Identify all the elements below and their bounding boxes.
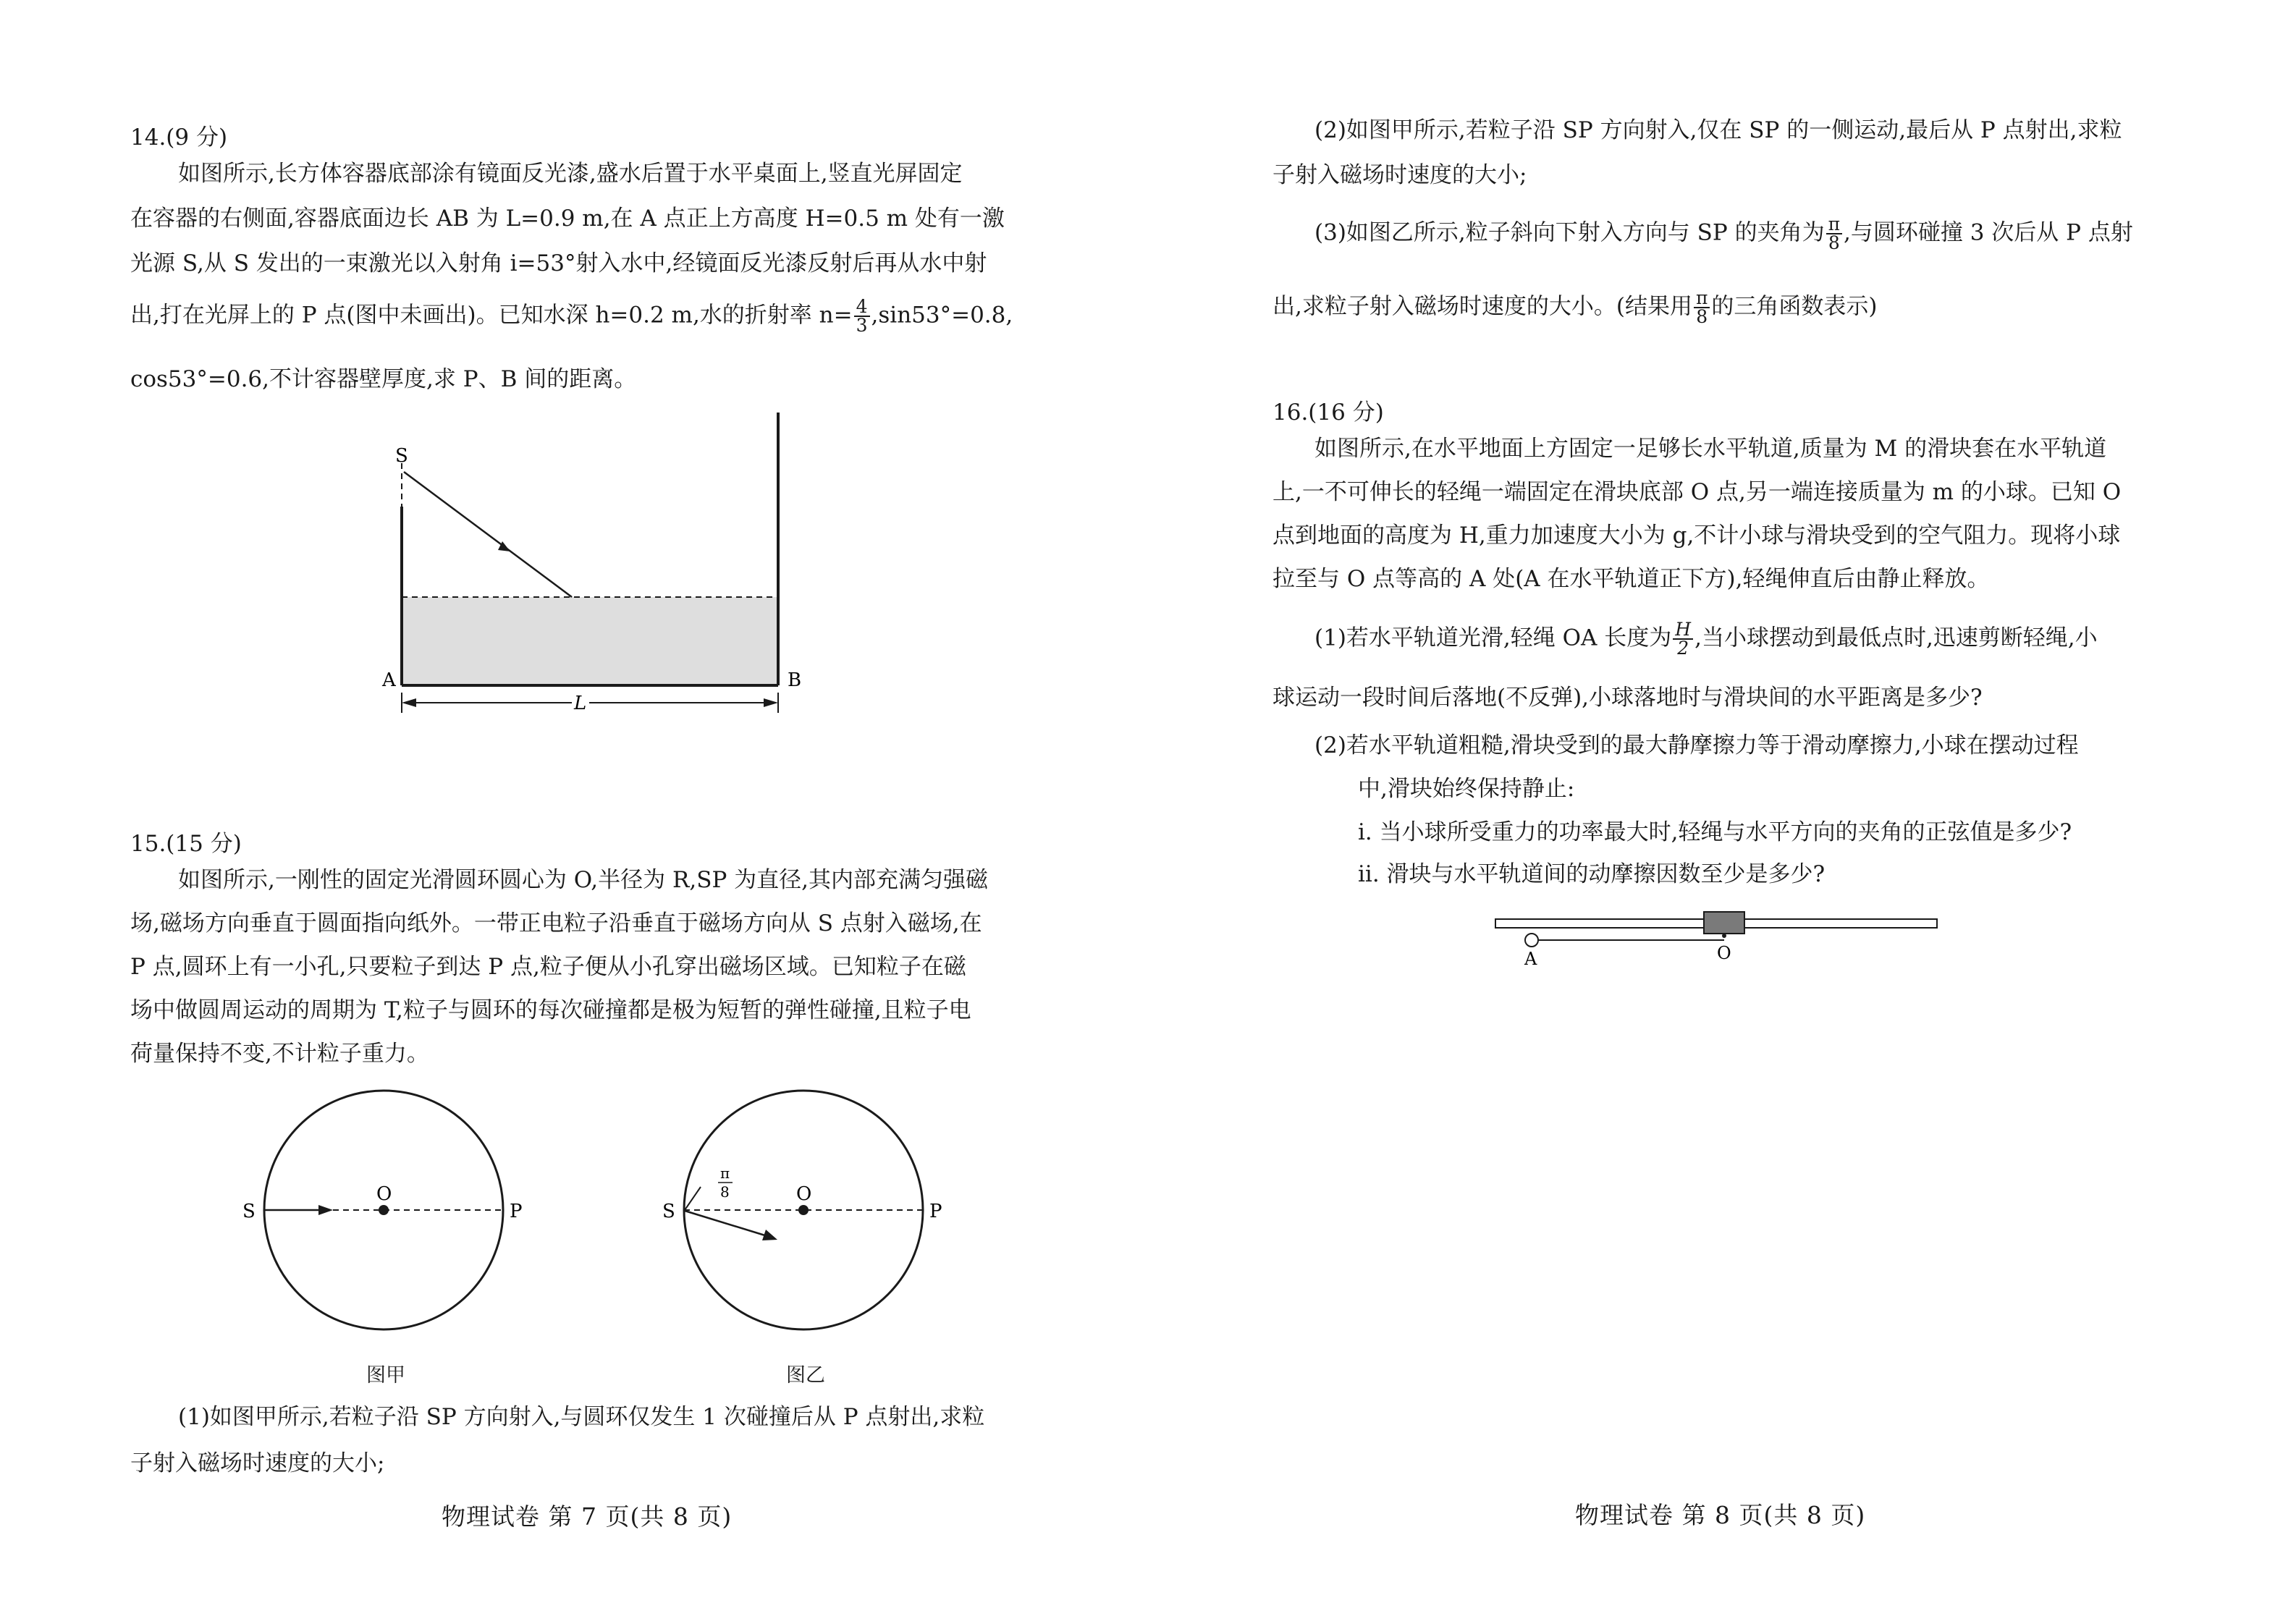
q16-line3: 点到地面的高度为 H,重力加速度大小为 g,不计小球与滑块受到的空气阻力。现将小球 <box>1272 523 2121 549</box>
label-o: O <box>796 1183 812 1205</box>
fraction-denominator: 2 <box>1677 638 1689 659</box>
q16-sub2-line1: (2)若水平轨道粗糙,滑块受到的最大静摩擦力等于滑动摩擦力,小球在摆动过程 <box>1314 732 2079 758</box>
q15-figure-a <box>239 1086 528 1390</box>
q15-figure-b <box>659 1086 948 1390</box>
q16-sub2-line2: 中,滑块始终保持静止: <box>1358 776 1575 802</box>
q15-sub1-line1: (1)如图甲所示,若粒子沿 SP 方向射入,与圆环仅发生 1 次碰撞后从 P 点射出,求粒 <box>178 1404 985 1430</box>
label-l: L <box>574 693 587 714</box>
label-p: P <box>510 1201 523 1222</box>
q14-line5: cos53°=0.6,不计容器壁厚度,求 P、B 间的距离。 <box>130 366 637 392</box>
q16-track-figure <box>1488 894 1966 966</box>
center-dot <box>798 1205 809 1215</box>
q15-sub3-line1-b: ,与圆环碰撞 3 次后从 P 点射 <box>1844 219 2133 246</box>
q15-line2: 场,磁场方向垂直于圆面指向纸外。一带正电粒子沿垂直于磁场方向从 S 点射入磁场,在 <box>130 910 982 936</box>
pivot-o <box>1722 934 1726 938</box>
laser-ray <box>404 472 572 597</box>
label-o: O <box>376 1183 392 1205</box>
q16-sub2-i: i. 当小球所受重力的功率最大时,轻绳与水平方向的夹角的正弦值是多少? <box>1358 819 2072 845</box>
angle-numerator: π <box>720 1164 730 1182</box>
right-page <box>1148 0 2296 1624</box>
q14-line3: 光源 S,从 S 发出的一束激光以入射角 i=53°射入水中,经镜面反光漆反射后再从水中射 <box>130 250 987 276</box>
q16-line2: 上,一不可伸长的轻绳一端固定在滑块底部 O 点,另一端连接质量为 m 的小球。已知 O <box>1272 479 2122 505</box>
q15-sub3-line1-a: (3)如图乙所示,粒子斜向下射入方向与 SP 的夹角为 <box>1314 219 1825 246</box>
q14-container-figure <box>362 405 825 716</box>
q16-sub1-line1-a: (1)若水平轨道光滑,轻绳 OA 长度为 <box>1314 625 1672 651</box>
q15-sub3-line2-a: 出,求粒子射入磁场时速度的大小。(结果用 <box>1272 293 1692 320</box>
fraction-denominator: 3 <box>856 315 868 336</box>
q15-sub2-line1: (2)如图甲所示,若粒子沿 SP 方向射入,仅在 SP 的一侧运动,最后从 P 点射出,求粒 <box>1314 117 2122 143</box>
fig-b-caption: 图乙 <box>786 1364 825 1387</box>
water-body <box>402 597 778 685</box>
incident-arrowhead <box>762 1230 777 1240</box>
q15-line3: P 点,圆环上有一小孔,只要粒子到达 P 点,粒子便从小孔穿出磁场区域。已知粒子在磁 <box>130 954 966 980</box>
length-fraction <box>1673 621 1693 657</box>
label-p: P <box>929 1201 942 1222</box>
label-s: S <box>242 1201 256 1222</box>
q16-sub1-line2: 球运动一段时间后落地(不反弹),小球落地时与滑块间的水平距离是多少? <box>1272 685 1983 711</box>
label-s: S <box>662 1201 675 1222</box>
q16-line4: 拉至与 O 点等高的 A 处(A 在水平轨道正下方),轻绳伸直后由静止释放。 <box>1272 566 1990 592</box>
q15-sub3-line1 <box>1314 213 2133 253</box>
label-s: S <box>395 445 408 467</box>
page-footer: 物理试卷 第 7 页(共 8 页) <box>442 1502 733 1531</box>
page-footer: 物理试卷 第 8 页(共 8 页) <box>1575 1501 1866 1529</box>
label-b: B <box>788 669 802 691</box>
q16-line1: 如图所示,在水平地面上方固定一足够长水平轨道,质量为 M 的滑块套在水平轨道 <box>1314 436 2107 462</box>
q16-sub2-ii: ii. 滑块与水平轨道间的动摩擦因数至少是多少? <box>1358 861 1826 887</box>
refractive-index-fraction <box>854 298 870 334</box>
angle-denominator: 8 <box>720 1183 730 1201</box>
q15-heading: 15.(15 分) <box>130 831 242 857</box>
q14-line4-a: 出,打在光屏上的 P 点(图中未画出)。已知水深 h=0.2 m,水的折射率 n= <box>130 302 853 329</box>
fraction-denominator: 8 <box>1696 306 1708 327</box>
fig-a-caption: 图甲 <box>366 1364 405 1387</box>
incident-arrowhead <box>318 1205 333 1215</box>
fraction-numerator: π <box>1694 289 1710 308</box>
q16-heading: 16.(16 分) <box>1272 399 1384 426</box>
label-a: A <box>382 669 396 691</box>
angle-fraction <box>1826 213 1842 253</box>
q15-line5: 荷量保持不变,不计粒子重力。 <box>130 1041 429 1067</box>
fraction-numerator: 4 <box>854 298 870 317</box>
q14-line2: 在容器的右侧面,容器底面边长 AB 为 L=0.9 m,在 A 点正上方高度 H=0.5 m 处有一激 <box>130 206 1005 232</box>
incident-arrow-line <box>685 1211 767 1236</box>
q14-heading: 14.(9 分) <box>130 124 228 151</box>
ball <box>1525 934 1538 947</box>
q15-sub3-line2 <box>1272 289 1877 326</box>
label-a: A <box>1524 949 1537 966</box>
fraction-numerator: H <box>1673 621 1693 640</box>
fraction-denominator: 8 <box>1828 232 1840 253</box>
q14-line4-b: ,sin53°=0.8, <box>871 302 1013 329</box>
q16-sub1-line1-b: ,当小球摆动到最低点时,迅速剪断轻绳,小 <box>1694 625 2098 651</box>
q14-line4 <box>130 298 1013 334</box>
q14-line1: 如图所示,长方体容器底部涂有镜面反光漆,盛水后置于水平桌面上,竖直光屏固定 <box>178 161 963 187</box>
q15-sub3-line2-b: 的三角函数表示) <box>1711 293 1878 320</box>
q16-sub1-line1 <box>1314 621 2098 657</box>
q15-sub1-line2: 子射入磁场时速度的大小; <box>130 1450 385 1476</box>
label-o: O <box>1717 943 1731 963</box>
q15-line1: 如图所示,一刚性的固定光滑圆环圆心为 O,半径为 R,SP 为直径,其内部充满匀强磁 <box>178 867 989 893</box>
angle-fraction <box>1694 289 1710 326</box>
angle-marker <box>685 1187 701 1210</box>
slider-block <box>1704 912 1744 934</box>
fraction-numerator: π <box>1826 216 1842 234</box>
q15-sub2-line2: 子射入磁场时速度的大小; <box>1272 162 1527 188</box>
center-dot <box>379 1205 389 1215</box>
q15-line4: 场中做圆周运动的周期为 T,粒子与圆环的每次碰撞都是极为短暂的弹性碰撞,且粒子电 <box>130 997 971 1023</box>
